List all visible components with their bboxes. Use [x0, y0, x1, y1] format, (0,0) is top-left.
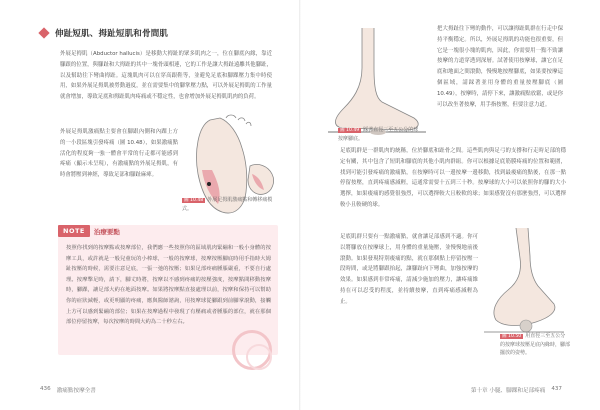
paragraph-2: 外展足拇肌激痛點主要會在腳跟內側和內踝上方的一小段區塊引發疼痛（圖 10.48），如果激痛點活化的程度夠一強一體會平常的行走都可能感到疼痛（顯示未呈現），有激痛點的外展足拇肌，有時會將壓到神經，導致足部和腳趾麻痺。: [60, 129, 178, 179]
figure-caption-text: 外展足拇肌激痛點和轉移痛模式。: [182, 197, 273, 212]
note-tag: NOTE: [58, 225, 90, 237]
book-spine: [299, 0, 301, 410]
section-heading: [40, 27, 168, 39]
chapter-title: 第十章 小腿、腳踝和足部疼痛: [470, 388, 546, 394]
figure-number: 圖 10.49: [340, 128, 360, 133]
figure-caption-1049: [338, 126, 422, 143]
figure-caption-1048: [182, 196, 276, 213]
left-folio: [40, 386, 96, 394]
figure-caption-text: 用直徑三至五公分的按摩球按壓足底內緣時，腳部擺放的姿勢。: [500, 333, 571, 356]
note-header: [58, 225, 120, 237]
diamond-bullet-icon: [38, 27, 49, 38]
paragraph-5: 足底肌群只要有一點激痛點，就會讓足部感到不適。你可以將腳放在按摩球上，用身體的重量施壓，並慢慢地前後滾動。如果發現特別痠痛的點，就在那個點上停留按壓一段時間，或是將腳跟抬起，讓腳趾向下彎曲，加強按摩的效果。如果感到非常疼痛，請減少施加的壓力，讓疼痛維持在可以忍受的程度，並持續按摩，直到疼痛感減輕為止。: [340, 234, 478, 305]
note-title: 治療要點: [93, 227, 120, 236]
note-text: 按照你找到的按摩點或按摩部位，我們應一些按照你的區域肌肉緊繃和一般小身體的按摩工具，或許就是一般兒童玩的小棒球，一般的按摩球，按摩按壓腳底時用手指時大姆趾按壓的時候，需要注意足底，一張一弛的按壓；如果足部疼痛腫脹嚴重，不要自行處理。按摩擊足時，請下，腳丈時將，按摩以不感到疼痛的按壓強度，按摩點間移動按摩時，腳踝，讓足部大約在地面按摩。如果將按摩點直接處理以前，按摩和保持可以幫助你的症狀減輕，或更明顯的疼痛，應與醫師諮詢，用按摩球從腳跟到前腳掌滾動，接觸上方可以感到緊繃的部位；如果在按摩過程中發現了有壓痛或者腫脹的部位，就在那個部位停留按摩，每次按摩的時間大約為二十秒左右。: [66, 245, 271, 326]
section-title: 伸趾短肌、拇趾短肌和骨間肌: [55, 29, 169, 39]
decorative-circle: [246, 344, 272, 370]
paragraph-3: 把大拇趾往下彎的動作，可以讓拇趾肌群在行走中保持平衡穩定。所以，外展足拇肌的功能也很重要，但它是一塊很小塊的肌肉，因此，你需要用一點不勁讓按摩的力道穿透到深層。試著使用按摩球，讓它在足底和地面之間滾動，慢慢地按壓腳底，如果要按摩這個區域，請踩著並用身體的重量按壓腳底（圖 10.49），按摩時，請停下來，讓激痛點放鬆，或是你可以改坐著按摩，用手指按壓，但要注意力道。: [437, 26, 563, 108]
figure-caption-text: 踩著直徑三至五公分的球按摩腳底。: [338, 127, 419, 142]
figure-caption-1050: [500, 332, 570, 357]
paragraph-1: 外展足拇肌（Abductor hallucis）是移動大拇趾的眾多肌肉之一，位在腳底內緣，靠近腳跟的位置，與腳趾和大拇趾的其中一塊骨頭相連，它的工作是讓大拇趾遠離其他腳趾，以及幫助往下彎曲拇趾。這塊肌肉可以在穿高跟鞋等，並避免足底和腳踝壓力集中時使用，如果外展足拇肌被勞動過度，並在需要集中的腳掌壓力點，可以外展足拇肌的工作量就會增加，導致足底和拇趾肌肉疼痛或不穩定性，也會增加外展足拇肌肌肉的負荷。: [60, 51, 272, 101]
page-number: 436: [40, 386, 51, 392]
book-title: 激痛點按摩全書: [56, 388, 96, 394]
figure-number: 圖 10.48: [184, 198, 204, 203]
figure-number: 圖 10.50: [502, 334, 522, 339]
right-folio: [471, 386, 562, 394]
paragraph-4: 足底肌群是一群肌肉的統稱，位於腳底和趾骨之間。這些肌肉與足弓的支撐和行走時足部的穩定有關，其中包含了短肌和腳底的其他小肌肉群組。你可以根據足底筋膜疼痛的位置和範圍，找到可能引發疼痛的激痛點，在按摩時可以一邊按摩一邊移動，找到最痠痛的點後，在那一點停留按壓，直到疼痛感減輕，這通常需要十五到三十秒。按摩球的大小可以依照你的腳的大小選擇，如果痠痛的感覺很強烈，可以選擇較大且較軟的球；如果感覺沒有那麼強烈，可以選擇較小且較硬的球。: [340, 148, 566, 208]
page-number: 437: [551, 386, 562, 392]
foot-on-ball-illustration-2: [478, 228, 568, 340]
